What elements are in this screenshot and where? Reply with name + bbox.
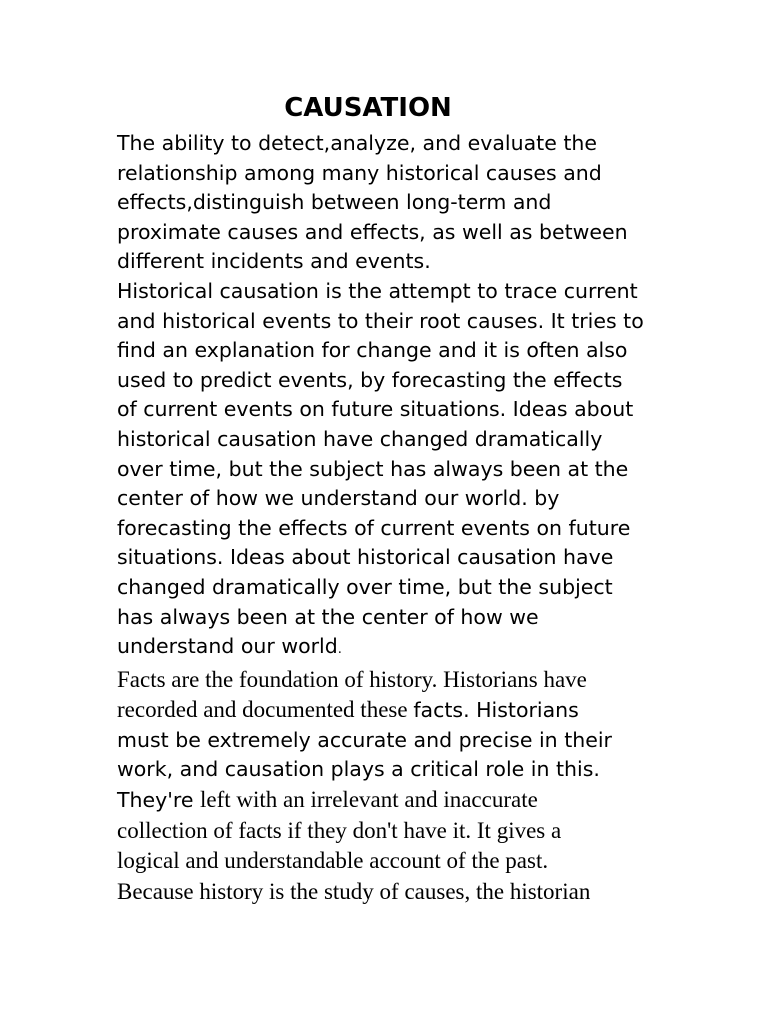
text-line xyxy=(117,877,677,908)
text-line xyxy=(117,726,677,756)
text-line xyxy=(117,188,677,218)
text-segment: recorded and documented these xyxy=(117,697,414,723)
document-body xyxy=(117,129,677,907)
text-line xyxy=(117,573,677,603)
text-line xyxy=(117,816,677,847)
text-segment: work, and causation plays a critical role in this. xyxy=(117,757,600,782)
text-segment: They're xyxy=(117,788,201,813)
text-line xyxy=(117,846,677,877)
text-segment: find an explanation for change and it is often also xyxy=(117,338,628,363)
text-segment: center of how we understand our world. by xyxy=(117,486,560,511)
text-line xyxy=(117,514,677,544)
text-segment: left with an irrelevant and inaccurate xyxy=(200,787,538,813)
text-line xyxy=(117,455,677,485)
text-line xyxy=(117,247,677,277)
text-segment: must be extremely accurate and precise in their xyxy=(117,727,612,752)
text-line xyxy=(117,695,677,726)
text-line xyxy=(117,395,677,425)
text-segment: different incidents and events. xyxy=(117,249,431,274)
text-segment: understand our world xyxy=(117,634,338,659)
text-line xyxy=(117,159,677,189)
text-segment: over time, but the subject has always been at the xyxy=(117,456,629,481)
text-segment: forecasting the effects of current events on future xyxy=(117,515,631,540)
document-title: CAUSATION xyxy=(284,93,452,123)
text-line xyxy=(117,603,677,633)
text-segment: has always been at the center of how we xyxy=(117,604,539,629)
text-segment: relationship among many historical causes and xyxy=(117,160,602,185)
text-segment: changed dramatically over time, but the subject xyxy=(117,574,613,599)
text-segment: effects,distinguish between long-term and xyxy=(117,190,552,215)
text-line xyxy=(117,484,677,514)
text-segment: situations. Ideas about historical causation have xyxy=(117,545,614,570)
text-line xyxy=(117,218,677,248)
text-segment: facts. Historians xyxy=(413,698,579,723)
text-line xyxy=(117,632,677,665)
text-segment: of current events on future situations. Ideas about xyxy=(117,397,634,422)
text-line xyxy=(117,336,677,366)
text-segment: Historical causation is the attempt to trace current xyxy=(117,278,638,303)
text-segment: logical and understandable account of the past. xyxy=(117,848,549,874)
text-line xyxy=(117,785,677,816)
text-line xyxy=(117,755,677,785)
text-segment: Facts are the foundation of history. Historians have xyxy=(117,666,587,692)
text-line xyxy=(117,665,677,696)
text-line xyxy=(117,425,677,455)
text-line xyxy=(117,277,677,307)
text-segment: used to predict events, by forecasting the effects xyxy=(117,367,623,392)
text-segment: and historical events to their root causes. It tries to xyxy=(117,308,644,333)
text-line xyxy=(117,543,677,573)
text-line xyxy=(117,307,677,337)
text-segment: proximate causes and effects, as well as between xyxy=(117,219,628,244)
text-line xyxy=(117,129,677,159)
text-line xyxy=(117,366,677,396)
text-segment: The ability to detect,analyze, and evaluate the xyxy=(117,131,597,155)
text-segment: historical causation have changed dramatically xyxy=(117,426,603,451)
text-segment: Because history is the study of causes, the historian xyxy=(117,878,591,904)
text-segment: . xyxy=(337,642,342,658)
text-segment: collection of facts if they don't have it. It gives a xyxy=(117,817,562,843)
